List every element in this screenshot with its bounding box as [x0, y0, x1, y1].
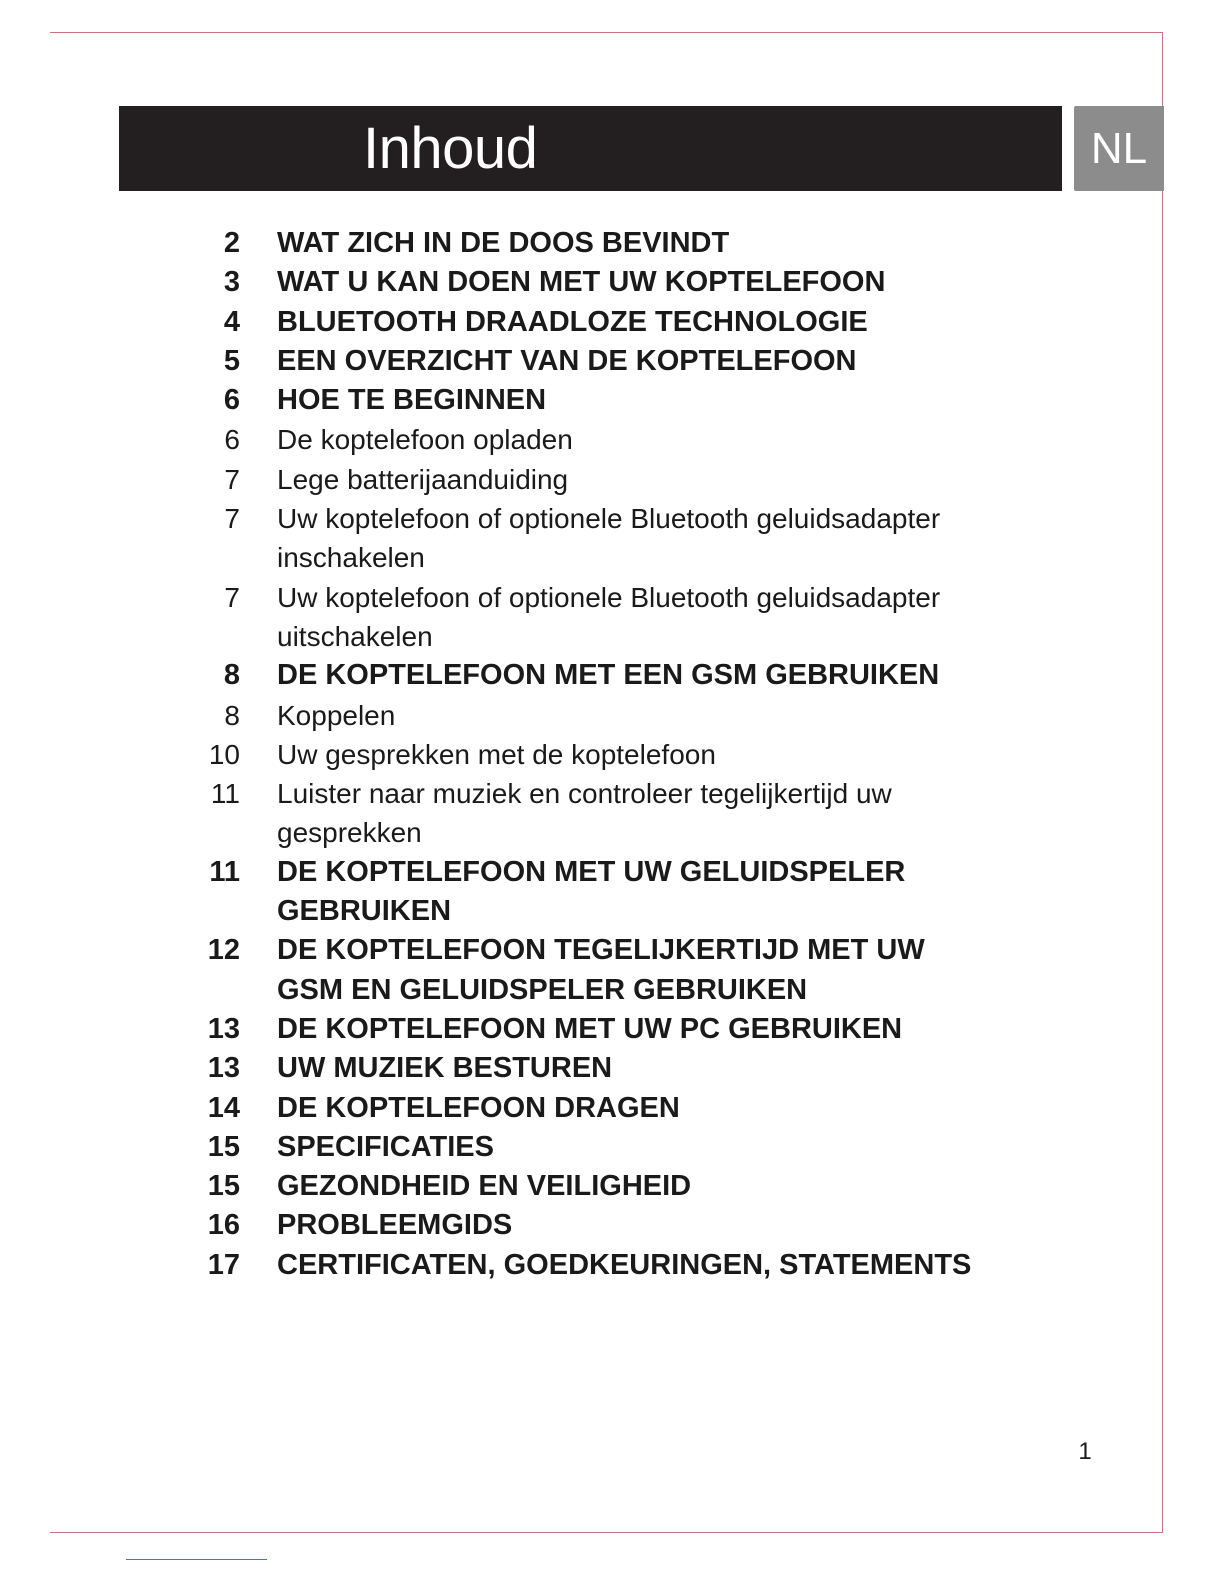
toc-entry[interactable] [190, 499, 990, 578]
toc-entry-title: GEZONDHEID EN VEILIGHEID [277, 1170, 692, 1203]
toc-page-number: 14 [207, 1091, 240, 1124]
trim-line-bottom [50, 1532, 1163, 1533]
trim-line-top [50, 32, 1163, 33]
page-number: 1 [1078, 1438, 1092, 1465]
toc-entry[interactable] [190, 381, 990, 420]
toc-entry[interactable] [190, 1167, 990, 1206]
toc-entry[interactable] [190, 263, 990, 302]
toc-page-number: 16 [207, 1209, 240, 1242]
toc-entry-title: CERTIFICATEN, GOEDKEURINGEN, STATEMENTS [277, 1248, 972, 1281]
toc-page-number: 15 [207, 1130, 240, 1163]
toc-page-number: 8 [223, 659, 240, 692]
toc-entry[interactable] [190, 1010, 990, 1049]
toc-page-number: 3 [223, 266, 240, 299]
toc-entry-title: HOE TE BEGINNEN [277, 384, 547, 417]
toc-entry[interactable] [190, 578, 990, 657]
toc-entry-title: DE KOPTELEFOON MET EEN GSM GEBRUIKEN [277, 659, 940, 692]
toc-entry[interactable] [190, 1089, 990, 1128]
toc-entry-title: DE KOPTELEFOON DRAGEN [277, 1091, 680, 1124]
page-title: Inhoud [363, 116, 538, 181]
toc-entry[interactable] [190, 1246, 990, 1285]
toc-entry[interactable] [190, 853, 990, 932]
toc-entry-title: Luister naar muziek en controleer tegelijkertijd uw gesprekken [277, 778, 892, 849]
toc-entry[interactable] [190, 1128, 990, 1167]
toc-entry-title: Lege batterijaanduiding [277, 463, 569, 495]
toc-page-number: 6 [223, 384, 240, 417]
toc-page-number: 11 [210, 778, 240, 810]
toc-entry-title: PROBLEEMGIDS [277, 1209, 513, 1242]
toc-entry[interactable] [190, 931, 990, 1010]
toc-page-number: 17 [207, 1248, 240, 1281]
toc-entry[interactable] [190, 303, 990, 342]
toc-entry-title: DE KOPTELEFOON TEGELIJKERTIJD MET UW GSM EN GELUIDSPELER GEBRUIKEN [277, 934, 925, 1006]
toc-page-number: 2 [223, 227, 240, 259]
toc-page-number: 12 [207, 934, 240, 967]
toc-page-number: 5 [223, 344, 240, 377]
toc-entry[interactable] [190, 1049, 990, 1088]
toc-entry[interactable] [190, 224, 990, 263]
toc-entry-title: EEN OVERZICHT VAN DE KOPTELEFOON [277, 344, 857, 377]
blue-underline-mark [126, 1559, 267, 1560]
toc-page-number: 7 [224, 463, 240, 495]
toc-page-number: 6 [224, 424, 240, 456]
toc-entry[interactable] [190, 460, 990, 499]
toc-entry-title: Uw gesprekken met de koptelefoon [277, 738, 716, 770]
toc-entry-title: SPECIFICATIES [277, 1130, 494, 1163]
toc-page-number: 4 [223, 305, 240, 338]
toc-page-number: 10 [208, 738, 240, 770]
toc-entry[interactable] [190, 420, 990, 459]
toc-page-number: 13 [207, 1012, 240, 1045]
toc-page-number: 7 [224, 503, 240, 535]
toc-entry[interactable] [190, 1206, 990, 1245]
toc-page-number: 7 [224, 581, 240, 613]
toc-entry[interactable] [190, 774, 990, 853]
toc-page-number: 13 [207, 1052, 240, 1085]
toc-entry-title: Uw koptelefoon of optionele Bluetooth geluidsadapter inschakelen [277, 503, 941, 574]
toc-entry-title: WAT ZICH IN DE DOOS BEVINDT [277, 227, 730, 259]
toc-page-number: 11 [209, 855, 240, 888]
toc-entry-title: De koptelefoon opladen [277, 424, 573, 456]
toc-entry-title: DE KOPTELEFOON MET UW GELUIDSPELER GEBRUIKEN [277, 855, 906, 928]
title-bar [119, 106, 1062, 191]
toc-entry-title: UW MUZIEK BESTUREN [277, 1052, 613, 1085]
trim-line-right [1162, 32, 1163, 1533]
toc-entry-title: DE KOPTELEFOON MET UW PC GEBRUIKEN [277, 1012, 903, 1045]
toc-entry-title: BLUETOOTH DRAADLOZE TECHNOLOGIE [277, 305, 868, 338]
table-of-contents [190, 224, 990, 1285]
toc-entry-title: Uw koptelefoon of optionele Bluetooth geluidsadapter uitschakelen [277, 581, 941, 652]
toc-page-number: 15 [207, 1170, 240, 1203]
toc-page-number: 8 [224, 699, 240, 731]
toc-entry-title: Koppelen [277, 699, 396, 731]
toc-entry[interactable] [190, 696, 990, 735]
toc-entry[interactable] [190, 342, 990, 381]
toc-entry-title: WAT U KAN DOEN MET UW KOPTELEFOON [277, 266, 886, 299]
toc-entry[interactable] [190, 735, 990, 774]
language-tab: NL [1074, 106, 1164, 191]
toc-entry[interactable] [190, 656, 990, 695]
